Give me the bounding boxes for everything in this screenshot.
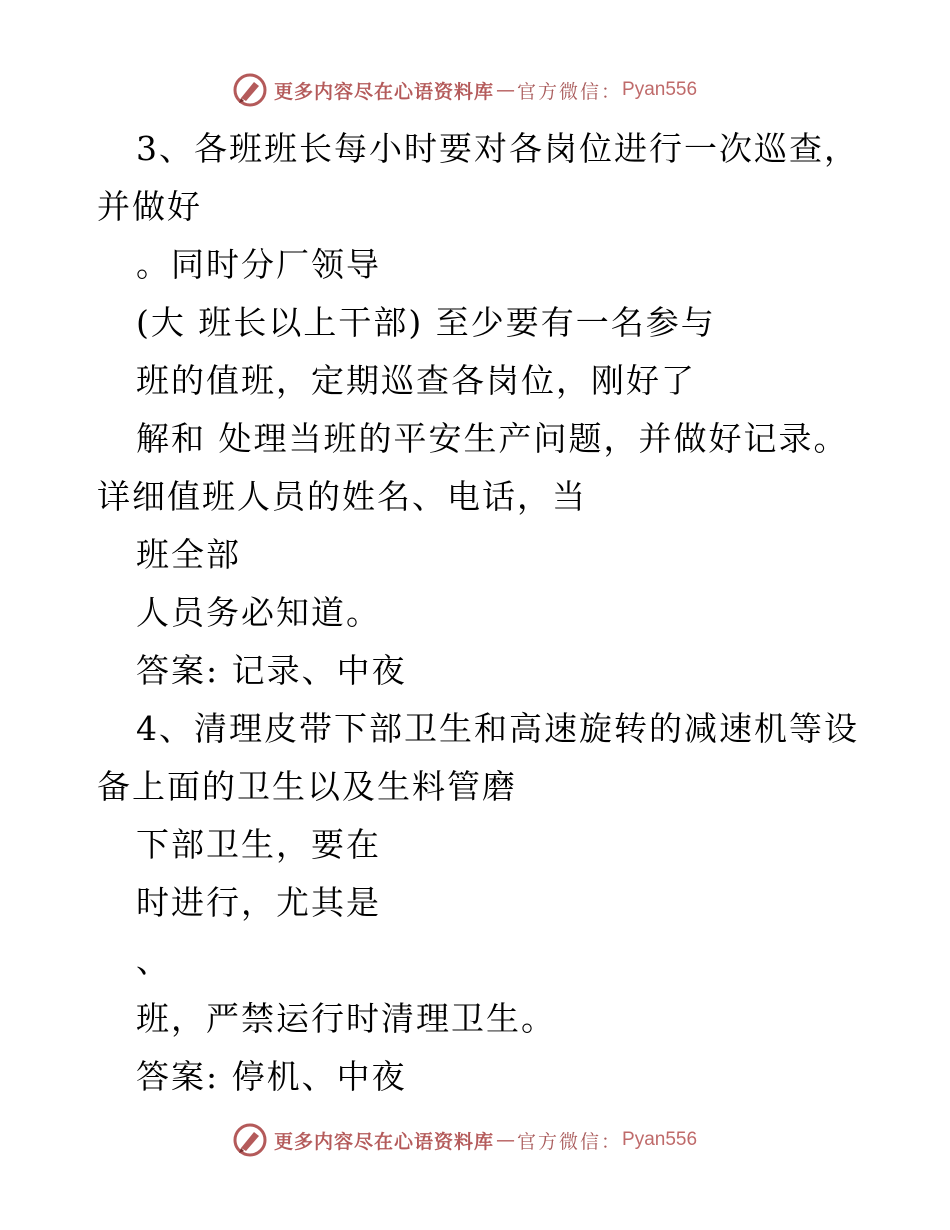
text-line: 班全部 [136, 535, 241, 574]
banner-dash: — [496, 79, 516, 101]
text-line: 并做好 [97, 187, 202, 226]
answer-line: 答案: 记录、中夜 [136, 651, 407, 690]
banner-wechat-id: Pyan556 [622, 79, 698, 100]
text-line: 班的值班，定期巡查各岗位，刚好了 [136, 361, 696, 400]
text-line: 时进行，尤其是 [136, 883, 381, 922]
text-line: 。同时分厂领导 [136, 245, 381, 284]
text-line: 详细值班人员的姓名、电话，当 [97, 477, 587, 516]
text-line: 3、各班班长每小时要对各岗位进行一次巡查， [136, 129, 859, 168]
banner-site-name: 更多内容尽在心语资料库 [274, 1130, 495, 1153]
document-body [97, 120, 857, 1106]
text-line: 解和 处理当班的平安生产问题，并做好记录。 [136, 419, 849, 458]
answer-line: 答案: 停机、中夜 [136, 1057, 407, 1096]
text-line: 备上面的卫生以及生料管磨 [97, 767, 517, 806]
text-line: (大 班长以上干部) 至少要有一名参与 [136, 303, 716, 342]
pen-logo-icon [232, 72, 268, 108]
text-line: 人员务必知道。 [136, 593, 381, 632]
banner-wechat-label: 官方微信： [517, 1130, 623, 1153]
text-line: 下部卫生，要在 [136, 825, 381, 864]
text-line: 、 [136, 941, 171, 980]
banner-wechat-id: Pyan556 [622, 1129, 698, 1150]
footer-banner [232, 1120, 752, 1160]
banner-site-name: 更多内容尽在心语资料库 [274, 80, 495, 103]
text-line: 4、清理皮带下部卫生和高速旋转的减速机等设 [136, 709, 859, 748]
pen-logo-icon [232, 1122, 268, 1158]
banner-dash: — [496, 1129, 516, 1151]
text-line: 班，严禁运行时清理卫生。 [136, 999, 556, 1038]
header-banner [232, 70, 752, 110]
banner-wechat-label: 官方微信： [517, 80, 623, 103]
